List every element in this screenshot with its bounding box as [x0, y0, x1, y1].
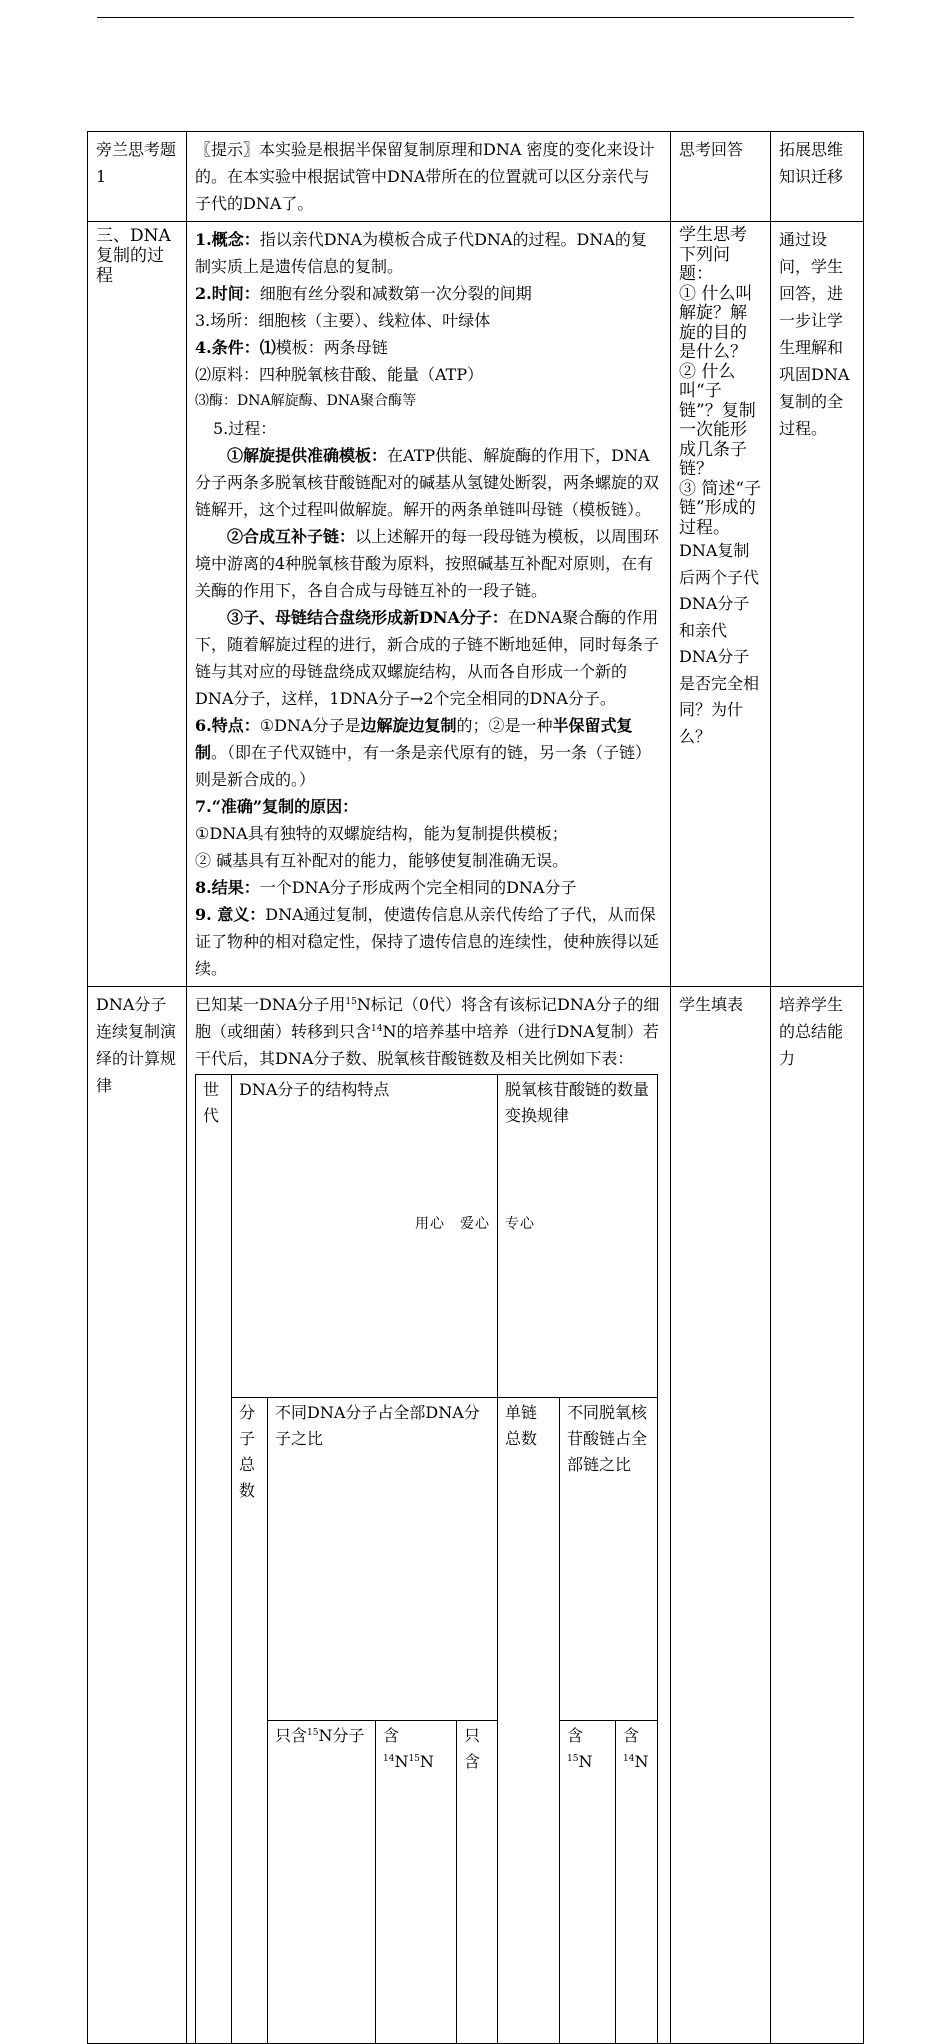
feature-para [195, 712, 662, 793]
header-only: 只含 [457, 1721, 498, 2044]
feature-text-c: 的；②是一种 [456, 716, 553, 735]
n-label: N [419, 1752, 434, 1771]
step-3-heading: ③子、母链结合盘绕形成新DNA分子： [227, 608, 508, 627]
question-3: ③ 简述“子链”形成的过程。 [679, 478, 762, 538]
feature-text-b: 边解旋边复制 [360, 716, 457, 735]
header-chain-ratio: 不同脱氧核苷酸链占全部链之比 [560, 1398, 658, 1721]
process-heading: 5.过程： [213, 419, 277, 438]
result-para [195, 874, 662, 901]
row3-intent: 培养学生的总结能力 [771, 987, 864, 2044]
sup-14: 14 [383, 1754, 395, 1764]
header-generation: 世代 [196, 1075, 232, 2044]
feature-text-e: 。（即在子代双链中，有一条是亲代原有的链，另一条（子链）则是新合成的。） [195, 743, 652, 789]
time-para [195, 280, 662, 307]
time-heading: 2.时间： [195, 284, 260, 303]
student-questions [679, 226, 762, 538]
condition-text: 模板：两条母链 [275, 338, 388, 357]
sup-15: 15 [307, 1728, 319, 1738]
intro-c: N的培养基中培养（进行DNA复制）若干代后，其DNA分子数、脱氧核苷酸链数及相关比例如下表： [195, 1022, 659, 1068]
accuracy-2: ② 碱基具有互补配对的能力，能够使复制准确无误。 [195, 851, 569, 870]
header-only15 [268, 1721, 376, 2044]
row3-content [187, 987, 671, 2044]
n-label: N [394, 1752, 409, 1771]
row1-intent: 拓展思维知识迁移 [771, 132, 864, 222]
intro-a: 已知某一DNA分子用 [195, 995, 346, 1014]
row2-content [187, 222, 671, 987]
significance-heading: 9. 意义： [195, 905, 266, 924]
row2-topic: 三、DNA 复制的过程 [88, 222, 187, 987]
row3-student: 学生填表 [671, 987, 771, 2044]
page-footer: 用心 爱心 专心 [415, 1216, 535, 1232]
header-rule [97, 17, 854, 18]
header-structure: DNA分子的结构特点 [232, 1075, 498, 1398]
question-4: DNA复制后两个子代DNA分子和亲代DNA分子是否完全相同？为什么？ [679, 541, 760, 746]
header-14-15 [376, 1721, 457, 2044]
sup-15: 15 [408, 1754, 420, 1764]
process-step-3 [195, 604, 662, 712]
concept-para [195, 226, 662, 280]
lesson-table [87, 131, 864, 2044]
concept-heading: 1.概念： [195, 230, 260, 249]
n-label: N [578, 1752, 593, 1771]
row3-topic: DNA分子连续复制演绎的计算规律 [88, 987, 187, 2044]
only15-b: N分子 [318, 1726, 365, 1745]
table-row [88, 987, 864, 2044]
accuracy-heading: 7.“准确”复制的原因： [195, 797, 359, 816]
process-step-2 [195, 523, 662, 604]
n-label: N [634, 1752, 649, 1771]
step-1-heading: ①解旋提供准确模板： [227, 446, 388, 465]
header-chain: 脱氧核苷酸链的数量变换规律 [498, 1075, 658, 1398]
row3-intro [195, 991, 662, 1072]
row2-student [671, 222, 771, 987]
sup-15: 15 [567, 1754, 579, 1764]
row2-intent: 通过设问，学生回答，进一步让学生理解和巩固DNA复制的全过程。 [771, 222, 864, 987]
feature-text-a: ①DNA分子是 [259, 716, 361, 735]
question-intro: 学生思考下列问题： [679, 225, 747, 284]
condition-para [195, 334, 662, 361]
sup-15: 15 [345, 997, 357, 1007]
condition-2: ⑵原料：四种脱氧核苷酸、能量（ATP） [195, 365, 484, 384]
table-row [88, 222, 864, 987]
header-total: 分子总数 [232, 1398, 268, 2044]
row1-content: 〖提示〗本实验是根据半保留复制原理和DNA 密度的变化来设计的。在本实验中根据试管中DNA带所在的位置就可以区分亲代与子代的DNA了。 [187, 132, 671, 222]
sup-14: 14 [623, 1754, 635, 1764]
significance-para [195, 901, 662, 982]
question-2: ② 什么叫“子链”？复制一次能形成几条子链？ [679, 361, 756, 479]
only15-a: 只含 [275, 1726, 308, 1745]
time-text: 细胞有丝分裂和减数第一次分裂的间期 [259, 284, 532, 303]
step-1-text: 在ATP供能、解旋酶的作用下，DNA分子两条多脱氧核苷酸链配对的碱基从氢键处断裂，两条螺旋的双链解开，这个过程叫做解旋。解开的两条单链叫母链（模板链）。 [195, 446, 660, 519]
table-row [196, 1398, 658, 1721]
table-row [196, 1075, 658, 1398]
result-heading: 8.结果： [195, 878, 260, 897]
header-chain-15 [560, 1721, 616, 2044]
concept-text: 指以亲代DNA为模板合成子代DNA的过程。DNA的复制实质上是遗传信息的复制。 [195, 230, 647, 276]
table-row [88, 132, 864, 222]
step-3-text: 在DNA聚合酶的作用下，随着解旋过程的进行，新合成的子链不断地延伸，同时每条子链与其对应的母链盘绕成双螺旋结构，从而各自形成一个新的DNA分子，这样，1DNA分子→2个完全相同的DNA分子。 [195, 608, 660, 708]
header-single: 单链总数 [498, 1398, 560, 2044]
step-2-text: 以上述解开的每一段母链为模板，以周围环境中游离的4种脱氧核苷酸为原料，按照碱基互补配对原则，在有关酶的作用下，各自合成与母链互补的一段子链。 [195, 527, 660, 600]
question-1: ① 什么叫解旋？解旋的目的是什么？ [679, 283, 753, 362]
condition-heading: 4.条件：⑴ [195, 338, 276, 357]
feature-text-d: 半保留式复制 [195, 716, 633, 762]
significance-text: DNA通过复制，使遗传信息从亲代传给了子代，从而保证了物种的相对稳定性，保持了遗传信息的连续性，使种族得以延续。 [195, 905, 660, 978]
row1-topic: 旁兰思考题 1 [88, 132, 187, 222]
header-chain-14 [616, 1721, 658, 2044]
result-text: 一个DNA分子形成两个完全相同的DNA分子 [259, 878, 577, 897]
step-2-heading: ②合成互补子链： [227, 527, 356, 546]
condition-3: ⑶酶：DNA解旋酶、DNA聚合酶等 [195, 393, 417, 409]
feature-heading: 6.特点： [195, 716, 260, 735]
han-label: 含 [567, 1726, 584, 1745]
han-label: 含 [623, 1726, 640, 1745]
intro-b: N标记（0代）将含有该标记DNA分子的细胞（或细菌）转移到只含 [195, 995, 660, 1041]
accuracy-1: ①DNA具有独特的双螺旋结构，能为复制提供模板； [195, 824, 568, 843]
sup-14: 14 [371, 1024, 383, 1034]
header-ratio: 不同DNA分子占全部DNA分子之比 [268, 1398, 498, 1721]
process-step-1 [195, 442, 662, 523]
place-para: 3.场所：细胞核（主要）、线粒体、叶绿体 [195, 311, 491, 330]
row1-student: 思考回答 [671, 132, 771, 222]
han-label: 含 [383, 1726, 400, 1745]
